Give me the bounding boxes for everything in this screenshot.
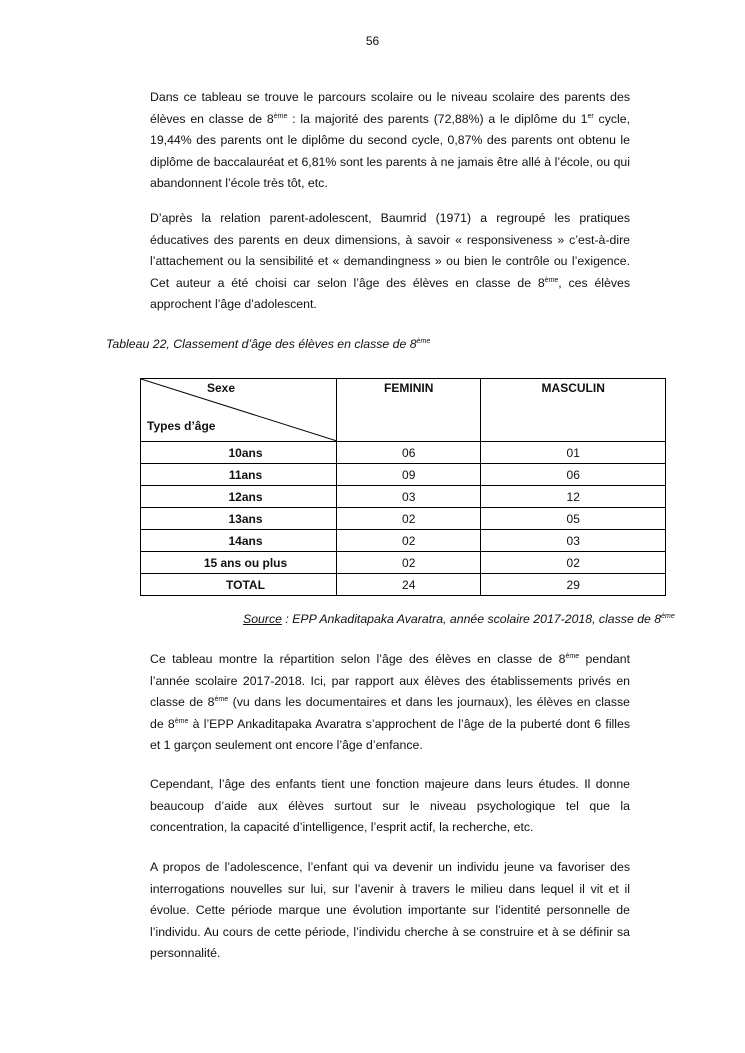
cell-feminin: 03 [337,486,481,508]
text: , ces élèves approchent l’âge d’adolescent. [150,275,630,312]
cell-feminin: 02 [337,530,481,552]
text: à l’EPP Ankaditapaka Avaratra s’approchent de l’âge de la puberté dont 6 filles et 1 garçon seulement ont encore l’âge d’enfance. [150,716,630,753]
superscript: ème [565,653,580,660]
cell-masculin: 03 [481,530,666,552]
paragraph-age-function: Cependant, l’âge des enfants tient une fonction majeure dans leurs études. Il donne beaucoup d’aide aux élèves surtout sur le niveau psychologique tel que la concentration, la capacité d’intelligence, l’esprit actif, la recherche, etc. [150,777,630,835]
table-row [141,552,666,574]
text: Ce tableau montre la répartition selon l’âge des élèves en classe de 8 [150,652,566,666]
table-row [141,486,666,508]
table-row [141,530,666,552]
table-row-total [141,574,666,596]
cell-masculin: 29 [481,574,666,596]
row-label: 15 ans ou plus [141,552,337,574]
header-types-age: Types d’âge [147,419,216,433]
cell-feminin: 02 [337,508,481,530]
cell-feminin: 24 [337,574,481,596]
cell-masculin: 05 [481,508,666,530]
row-label: 14ans [141,530,337,552]
header-masculin: MASCULIN [481,379,666,442]
superscript: ème [544,276,559,284]
diagonal-header-cell [141,379,337,442]
superscript: ème [174,717,189,725]
source-text: : EPP Ankaditapaka Avaratra, année scolaire 2017-2018, classe de 8 [281,612,662,626]
paragraph-adolescence: A propos de l’adolescence, l’enfant qui va devenir un individu jeune va favoriser des interrogations nouvelles sur lui, sur l’avenir à travers le milieu dans lequel il vit et il évolue. Cette période marque une évolution importante sur l’identité personnelle de l’individu. Au cours de cette période, l’individu cherche à se construire et à se définir sa personnalité. [150,860,630,961]
cell-feminin: 09 [337,464,481,486]
superscript: ème [416,338,431,345]
table-row [141,464,666,486]
header-feminin: FEMININ [337,379,481,442]
text: (vu dans les documentaires et dans les journaux), les élèves en classe de 8 [150,695,630,731]
text: : la majorité des parents (72,88%) a le diplôme du 1 [287,111,588,126]
cell-feminin: 02 [337,552,481,574]
table-row [141,508,666,530]
superscript: ème [661,613,675,620]
table-row [141,442,666,464]
row-label: 11ans [141,464,337,486]
row-label: TOTAL [141,574,337,596]
superscript: ème [214,696,229,704]
cell-feminin: 06 [337,442,481,464]
cell-masculin: 02 [481,552,666,574]
table-source [243,612,675,626]
age-table [140,378,666,596]
table-caption [106,337,430,351]
cell-masculin: 01 [481,442,666,464]
text: cycle, 19,44% des parents ont le diplôme du second cycle, 0,87% des parents ont obtenu le diplôme de baccalauréat et 6,81% sont les parents à ne jamais être allé à l’école, ou qui abandonnent l’école très tôt, etc. [150,111,630,191]
table-header-row [141,379,666,442]
row-label: 12ans [141,486,337,508]
paragraph-baumrind [150,208,630,316]
page-number: 56 [365,34,380,48]
row-label: 13ans [141,508,337,530]
text: D’après la relation parent-adolescent, Baumrid (1971) a regroupé les pratiques éducatives des parents en deux dimensions, à savoir « responsiveness » c’est-à-dire l’attachement ou la sensibilité et « demandingness » ou bien le contrôle ou l’exigence. Cet auteur a été choisi car selon l’âge des élèves en classe de 8 [150,211,630,290]
caption-text: Tableau 22, Classement d’âge des élèves en classe de 8 [106,337,417,351]
header-sexe: Sexe [207,381,236,395]
paragraph-parents-level [150,87,630,195]
superscript: er [587,112,594,120]
text: pendant l’année scolaire 2017-2018. Ici, par rapport aux élèves des établissements privés en classe de 8 [150,652,631,710]
cell-masculin: 06 [481,464,666,486]
source-label: Source [243,612,282,626]
row-label: 10ans [141,442,337,464]
cell-masculin: 12 [481,486,666,508]
text: Dans ce tableau se trouve le parcours scolaire ou le niveau scolaire des parents des élèves en classe de 8 [150,90,630,126]
paragraph-table-analysis [150,649,630,757]
superscript: ème [273,112,288,120]
